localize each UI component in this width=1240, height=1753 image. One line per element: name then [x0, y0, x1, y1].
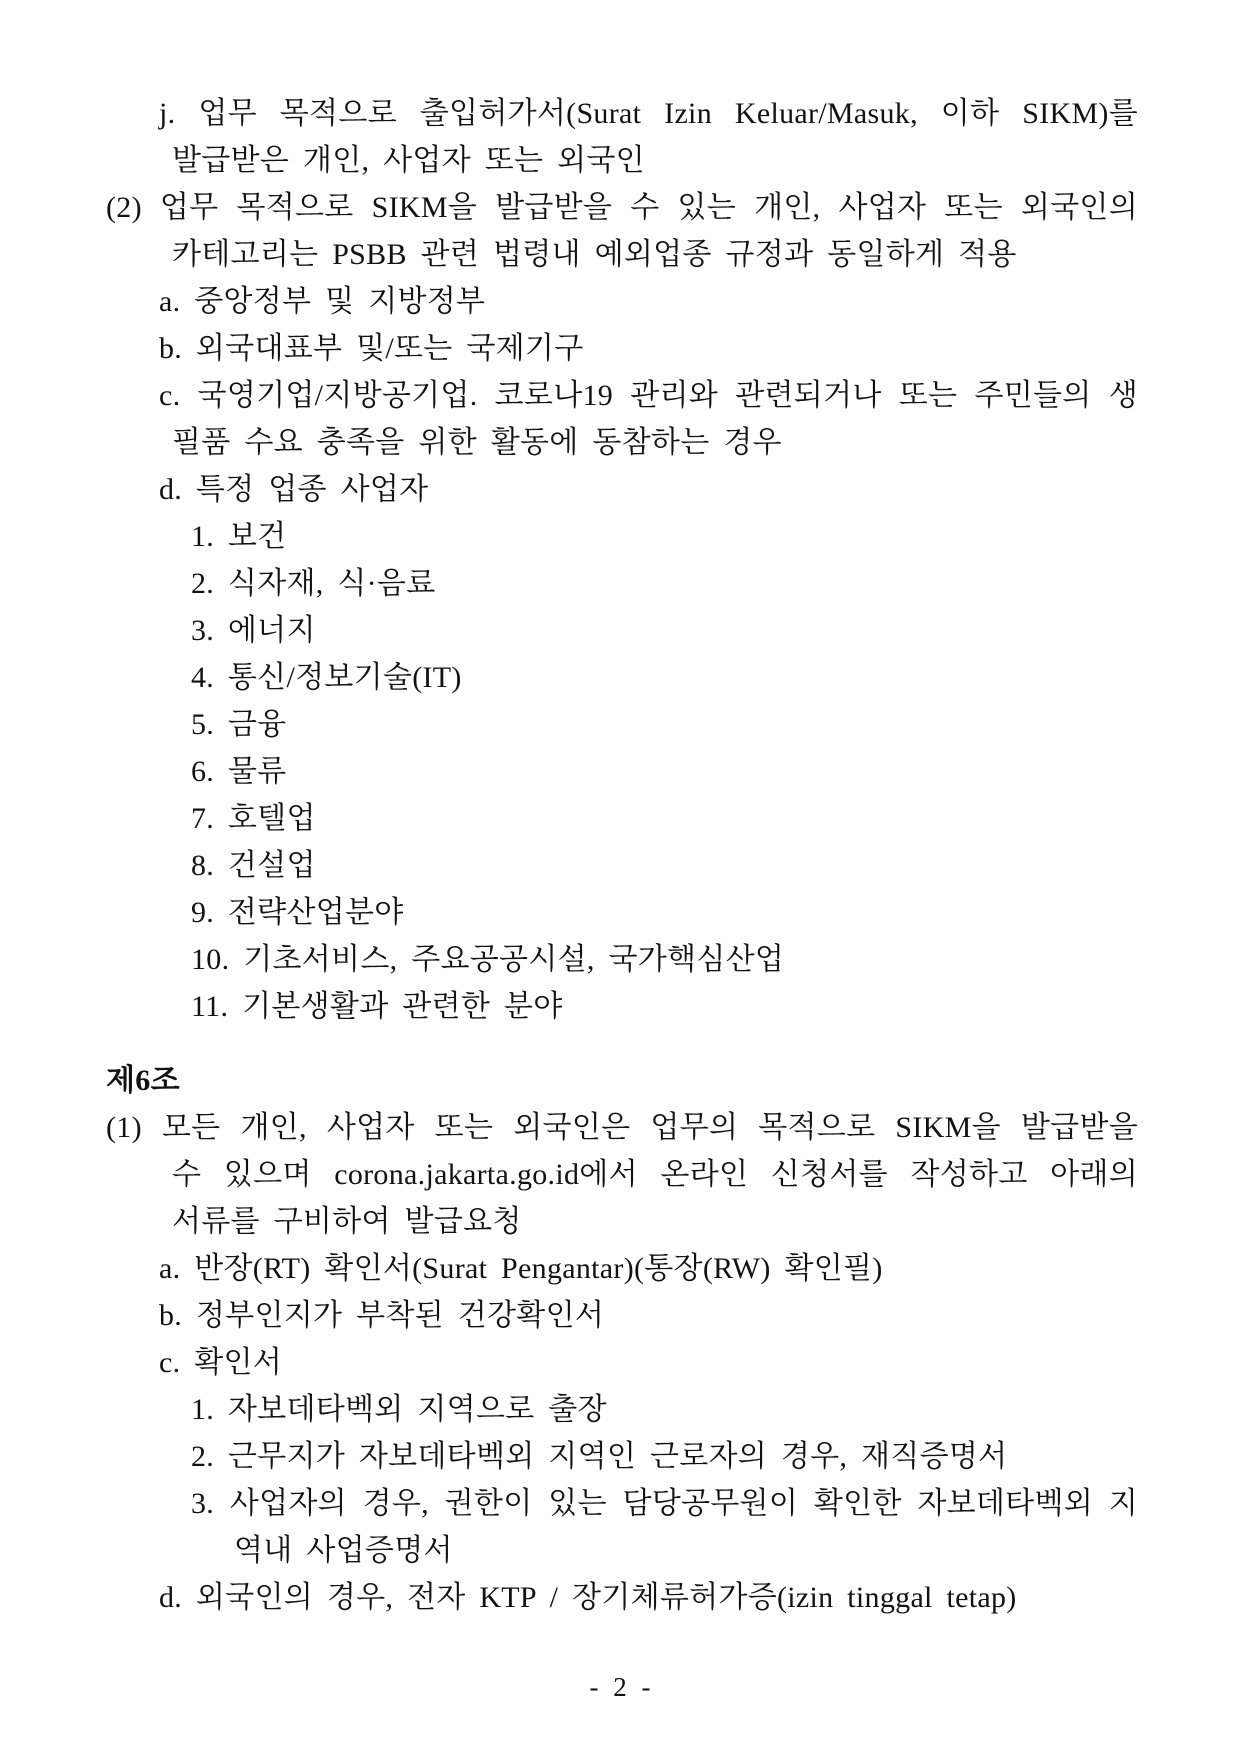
document-line: c. 확인서	[159, 1346, 283, 1379]
document-line: 3. 사업자의 경우, 권한이 있는 담당공무원이 확인한 자보데타벡외 지	[191, 1487, 1138, 1520]
document-line: 2. 식자재, 식·음료	[191, 567, 436, 600]
article-heading: 제6조	[106, 1064, 180, 1097]
document-line: 서류를 구비하여 발급요청	[172, 1205, 522, 1238]
document-line: 4. 통신/정보기술(IT)	[191, 661, 462, 694]
document-line: 필품 수요 충족을 위한 활동에 동참하는 경우	[172, 426, 782, 459]
document-line: 9. 전략산업분야	[191, 896, 404, 929]
document-line: 8. 건설업	[191, 849, 316, 882]
document-line: 카테고리는 PSBB 관련 법령내 예외업종 규정과 동일하게 적용	[172, 238, 1017, 271]
document-body	[106, 90, 1138, 1621]
document-line: 2. 근무지가 자보데타벡외 지역인 근로자의 경우, 재직증명서	[191, 1440, 1008, 1473]
document-line: 6. 물류	[191, 755, 287, 788]
document-line: (1) 모든 개인, 사업자 또는 외국인은 업무의 목적으로 SIKM을 발급받을	[106, 1111, 1138, 1144]
document-line: b. 외국대표부 및/또는 국제기구	[159, 332, 584, 365]
document-line: 1. 보건	[191, 520, 287, 553]
document-line: d. 특정 업종 사업자	[159, 473, 429, 506]
document-line: j. 업무 목적으로 출입허가서(Surat Izin Keluar/Masuk, 이하 SIKM)를	[159, 97, 1138, 130]
document-line: 10. 기초서비스, 주요공공시설, 국가핵심산업	[191, 943, 785, 976]
page-number: - 2 -	[589, 1672, 651, 1702]
document-line: 5. 금융	[191, 708, 287, 741]
document-line: 1. 자보데타벡외 지역으로 출장	[191, 1393, 607, 1426]
document-line: 7. 호텔업	[191, 802, 316, 835]
document-line: d. 외국인의 경우, 전자 KTP / 장기체류허가증(izin tinggal tetap)	[159, 1581, 1017, 1614]
document-line: b. 정부인지가 부착된 건강확인서	[159, 1299, 605, 1332]
document-line: 발급받은 개인, 사업자 또는 외국인	[172, 144, 645, 177]
document-line: c. 국영기업/지방공기업. 코로나19 관리와 관련되거나 또는 주민들의 생	[159, 379, 1138, 412]
document-line: 수 있으며 corona.jakarta.go.id에서 온라인 신청서를 작성하고 아래의	[172, 1158, 1138, 1191]
document-line: (2) 업무 목적으로 SIKM을 발급받을 수 있는 개인, 사업자 또는 외국인의	[106, 191, 1138, 224]
document-line: 11. 기본생활과 관련한 분야	[191, 990, 563, 1023]
document-line: a. 중앙정부 및 지방정부	[159, 285, 486, 318]
document-line: 역내 사업증명서	[234, 1534, 453, 1567]
document-line: 3. 에너지	[191, 614, 316, 647]
document-line: a. 반장(RT) 확인서(Surat Pengantar)(통장(RW) 확인필)	[159, 1252, 883, 1285]
